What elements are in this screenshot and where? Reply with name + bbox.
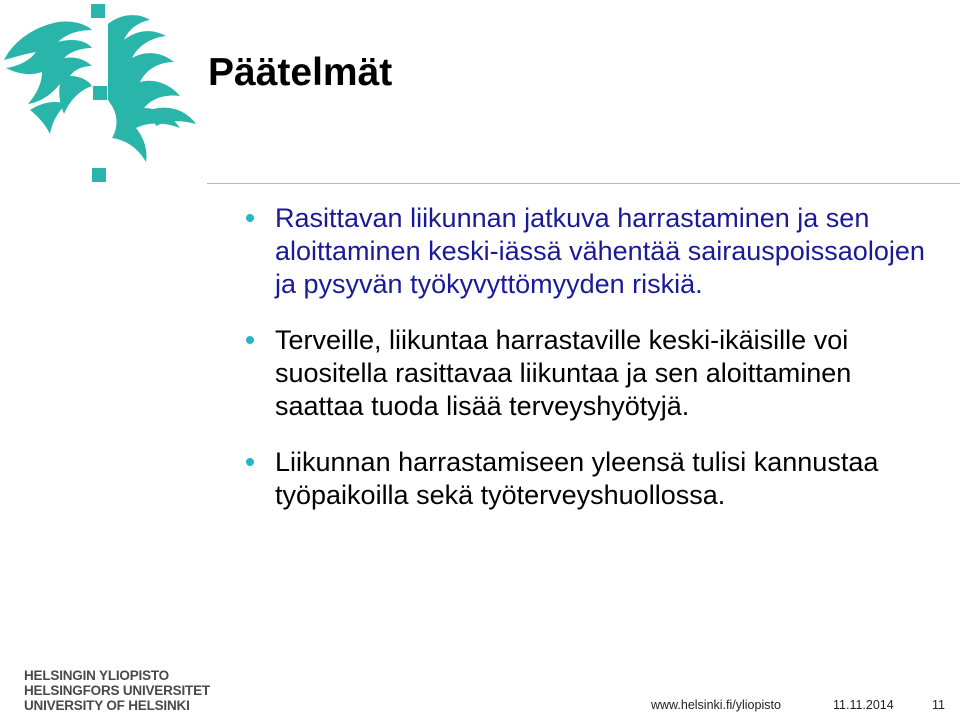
bullet-dot-icon	[246, 214, 254, 222]
bullet-item	[246, 324, 946, 423]
university-name-en: UNIVERSITY OF HELSINKI	[24, 698, 190, 713]
bullet-item	[246, 202, 946, 301]
bullet-item	[246, 446, 946, 512]
helsinki-flame-logo-icon	[0, 0, 200, 190]
slide-title: Päätelmät	[208, 51, 393, 94]
university-name-fi: HELSINGIN YLIOPISTO	[24, 668, 169, 683]
bullet-text: Terveille, liikuntaa harrastaville keski-ikäisille voi suositella rasittavaa liikuntaa ja sen aloittaminen saattaa tuoda lisää terveyshyötyjä.	[275, 325, 852, 421]
bullet-text: Rasittavan liikunnan jatkuva harrastaminen ja sen aloittaminen keski-iässä vähentää sairauspoissaolojen ja pysyvän työkyvyttömyyden riskiä.	[275, 203, 925, 299]
footer-url: www.helsinki.fi/yliopisto	[651, 698, 781, 712]
bullet-dot-icon	[246, 336, 254, 344]
university-name-sv: HELSINGFORS UNIVERSITET	[24, 683, 210, 698]
bullet-list	[246, 202, 946, 512]
page-number: 11	[932, 698, 945, 712]
bullet-dot-icon	[246, 458, 254, 466]
university-name	[24, 668, 210, 713]
title-divider	[207, 183, 960, 184]
footer-date: 11.11.2014	[833, 698, 894, 712]
bullet-text: Liikunnan harrastamiseen yleensä tulisi kannustaa työpaikoilla sekä työterveyshuollossa.	[275, 447, 879, 510]
